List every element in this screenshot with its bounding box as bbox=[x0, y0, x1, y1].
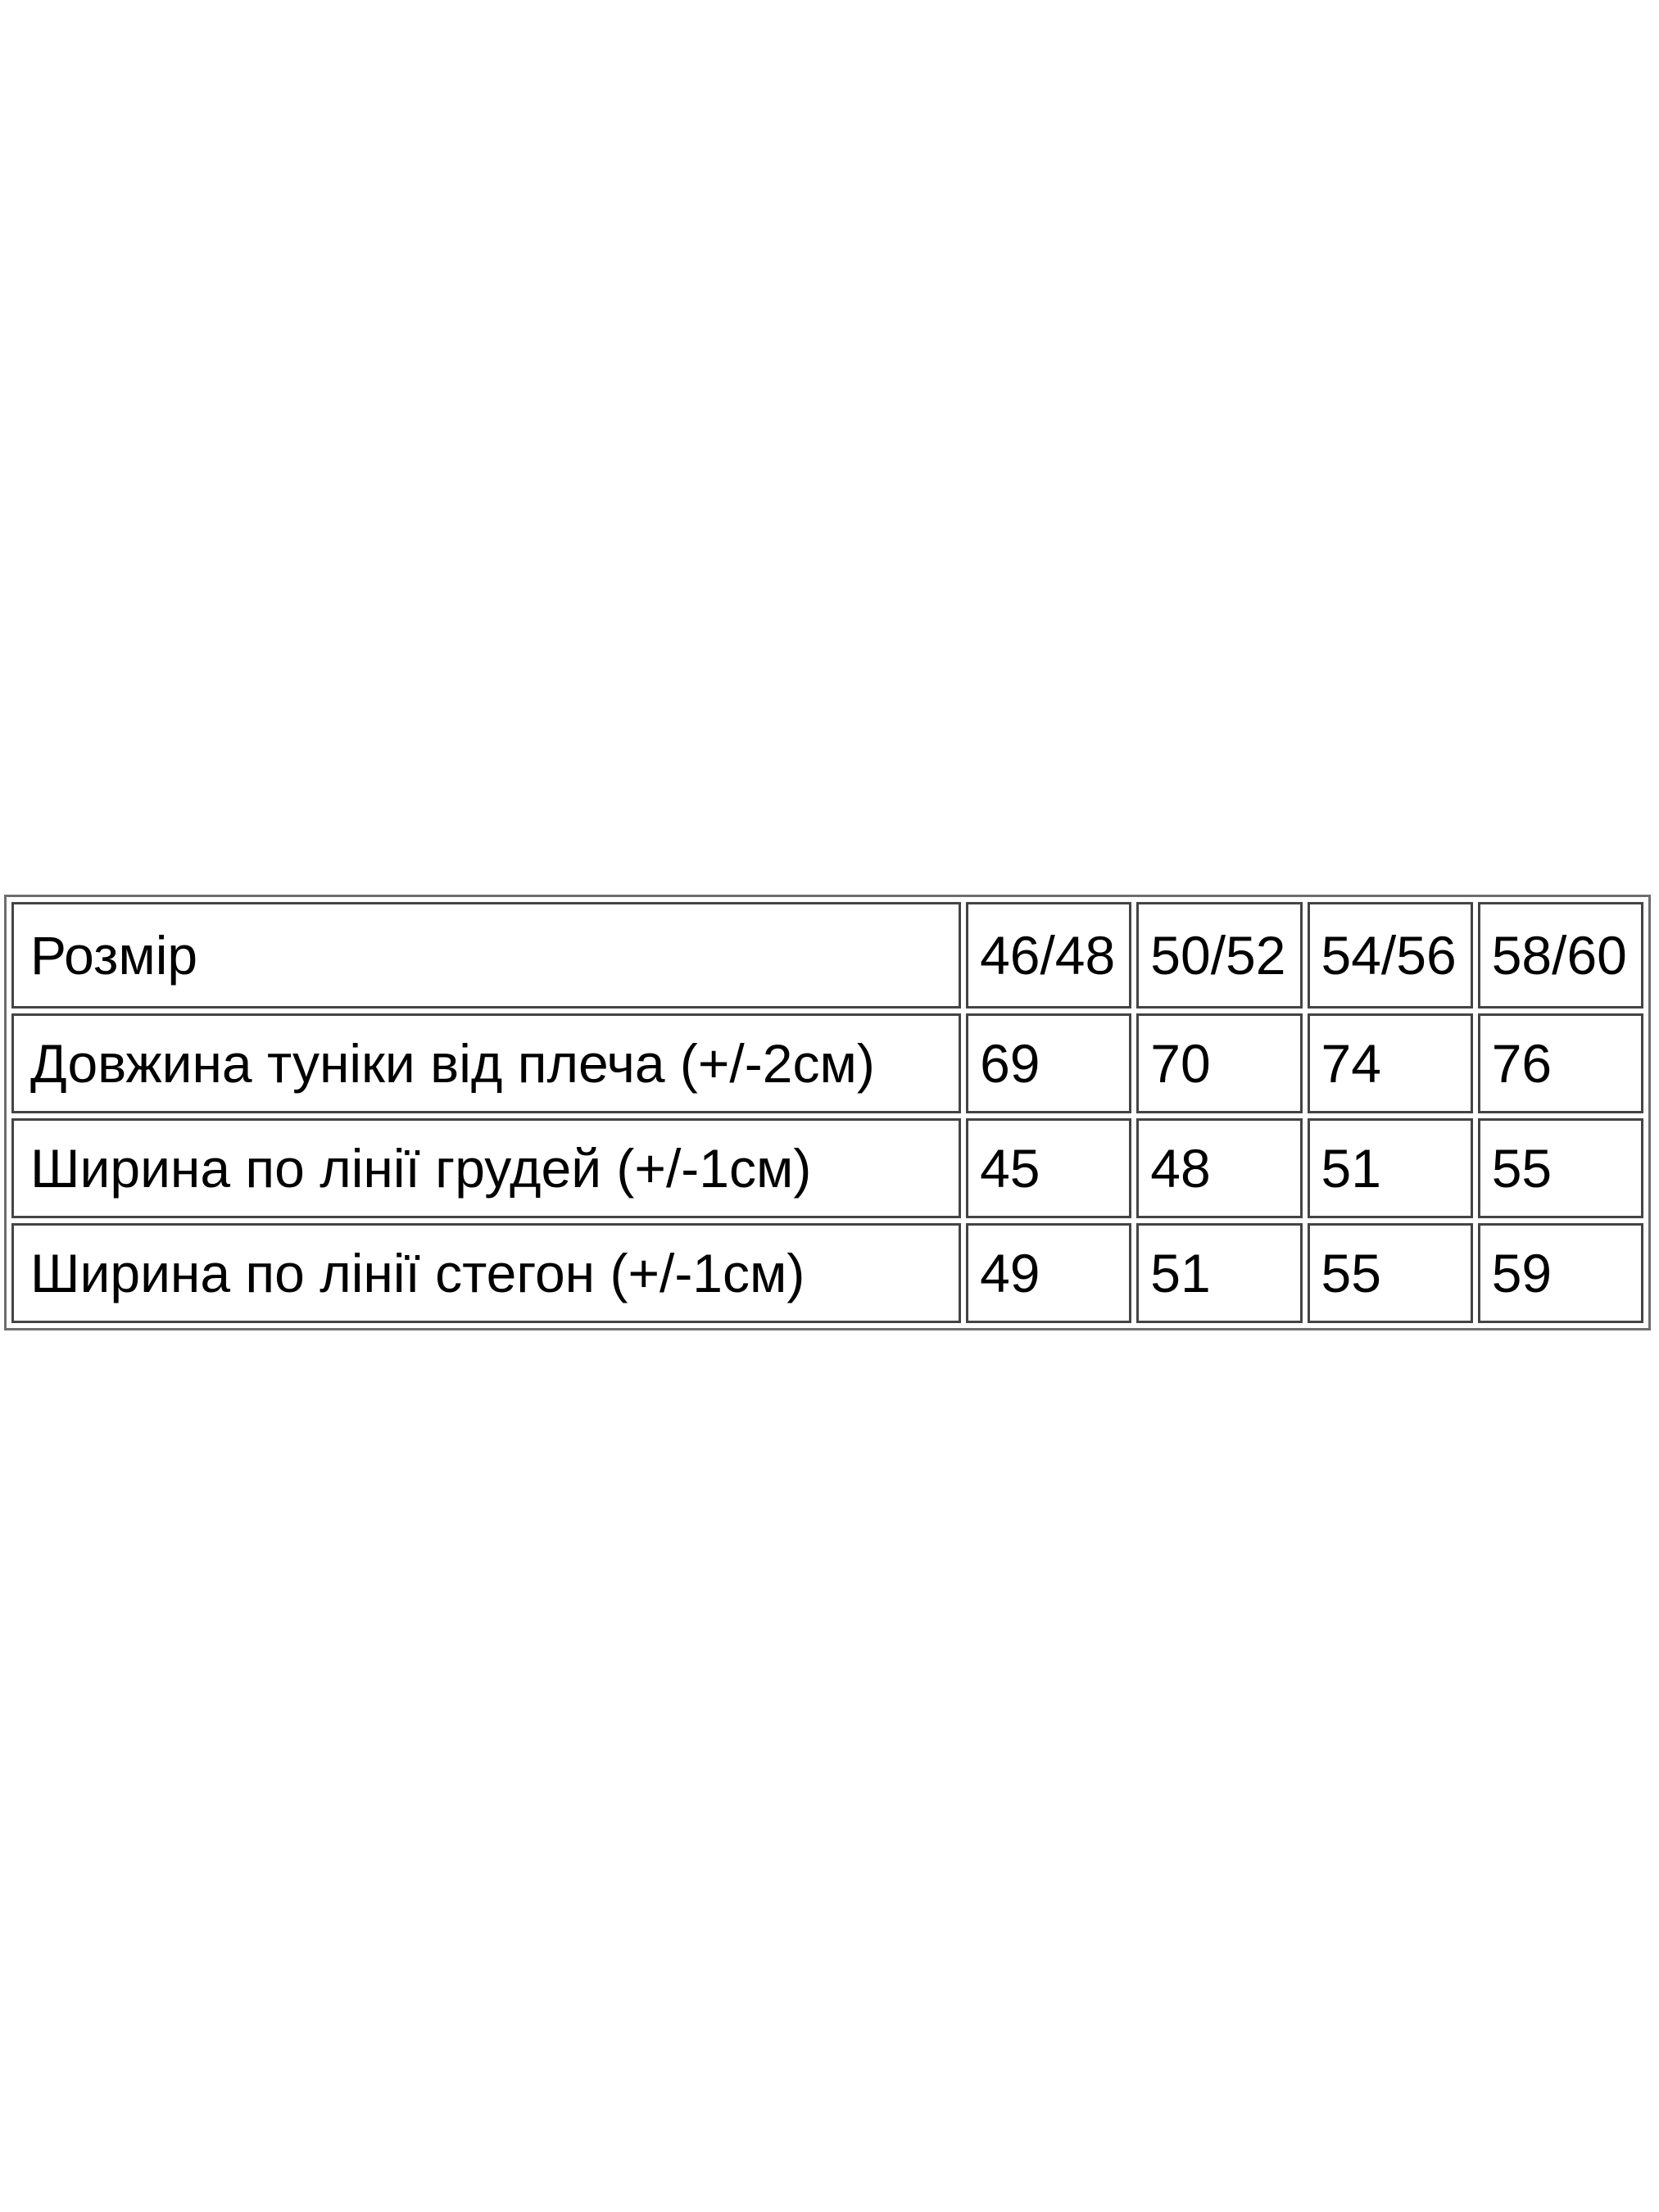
header-size-cell: 46/48 bbox=[966, 902, 1131, 1009]
table-row-tunic-length bbox=[11, 1013, 1643, 1113]
header-label-cell: Розмір bbox=[11, 902, 961, 1009]
table-row-chest-width bbox=[11, 1118, 1643, 1218]
table-row-hip-width bbox=[11, 1223, 1643, 1323]
row-label-cell: Ширина по лінії стегон (+/-1см) bbox=[11, 1223, 961, 1323]
table-header-row bbox=[11, 902, 1643, 1009]
value-cell: 74 bbox=[1308, 1013, 1473, 1113]
value-cell: 51 bbox=[1308, 1118, 1473, 1218]
value-cell: 70 bbox=[1136, 1013, 1302, 1113]
row-label-cell: Довжина туніки від плеча (+/-2см) bbox=[11, 1013, 961, 1113]
header-size-cell: 58/60 bbox=[1478, 902, 1643, 1009]
header-size-cell: 54/56 bbox=[1308, 902, 1473, 1009]
value-cell: 51 bbox=[1136, 1223, 1302, 1323]
value-cell: 48 bbox=[1136, 1118, 1302, 1218]
value-cell: 45 bbox=[966, 1118, 1131, 1218]
size-chart-table bbox=[4, 895, 1651, 1330]
value-cell: 55 bbox=[1308, 1223, 1473, 1323]
row-label-cell: Ширина по лінії грудей (+/-1см) bbox=[11, 1118, 961, 1218]
value-cell: 69 bbox=[966, 1013, 1131, 1113]
value-cell: 76 bbox=[1478, 1013, 1643, 1113]
value-cell: 49 bbox=[966, 1223, 1131, 1323]
value-cell: 59 bbox=[1478, 1223, 1643, 1323]
header-size-cell: 50/52 bbox=[1136, 902, 1302, 1009]
value-cell: 55 bbox=[1478, 1118, 1643, 1218]
